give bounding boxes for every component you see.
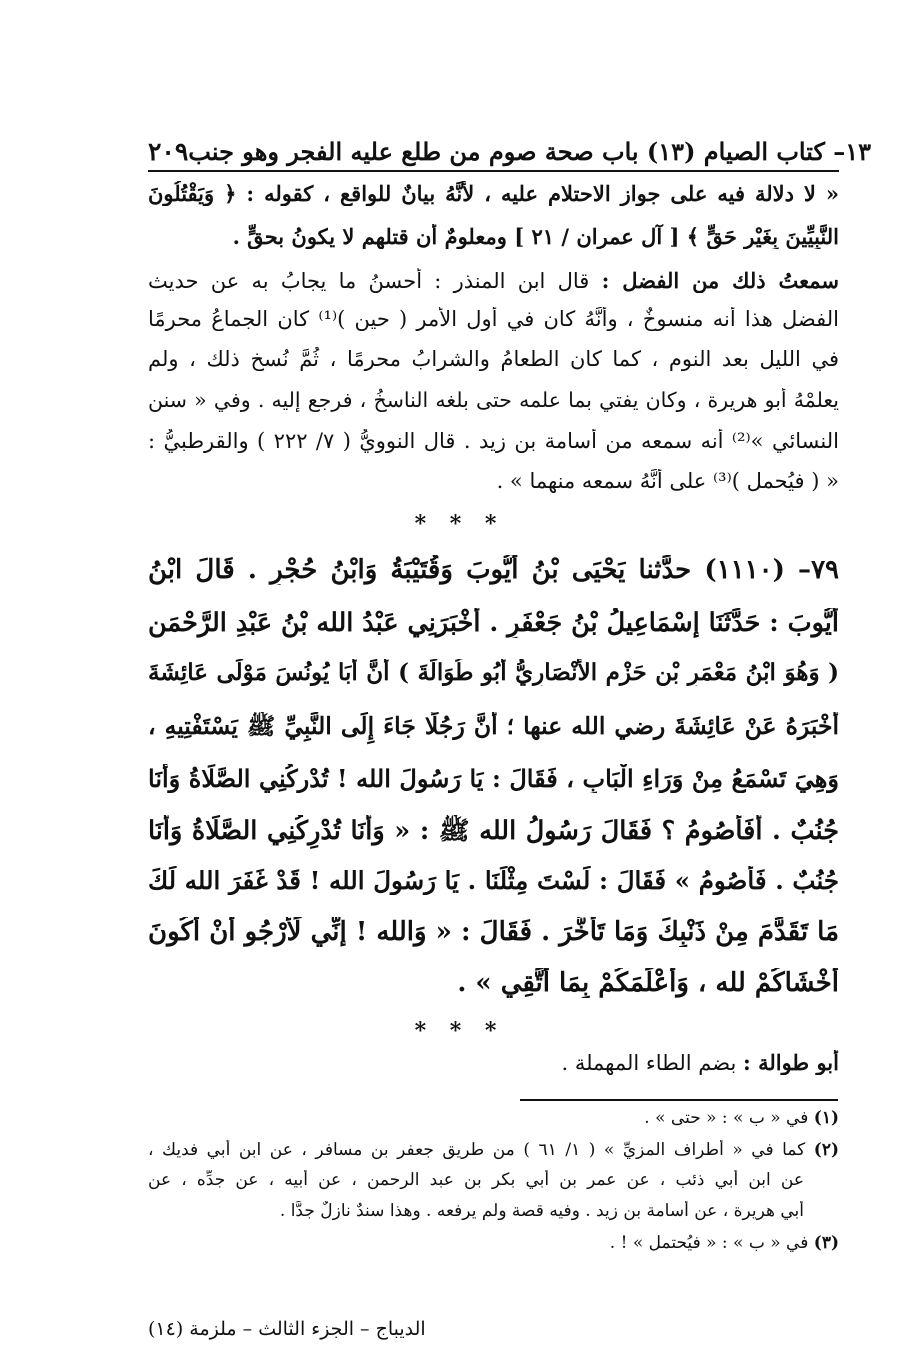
hadith-text: قَالَ ابْنُ [148,555,235,585]
commentary-line: « ( فيُحمل )⁽³⁾ على أنَّهُ سمعه منهما » . [496,469,839,493]
footnote-rule [520,1099,838,1101]
commentary-line: يعلمْهُ أبو هريرة ، وكان يفتي بما علمه حتى بلغه الناسخُ ، فرجع إليه . وفي « سنن [148,388,839,412]
commentary-line: « لا دلالة فيه على جواز الاحتلام عليه ، لأنَّهُ بيانٌ للواقعِ ، كقوله : ﴿ وَيَقْتُلُونَ [148,181,839,206]
footnote-2 [148,1140,839,1160]
gloss-line [148,1050,839,1075]
header-rule [148,170,839,172]
footnote-text: كما في « أطراف المزيِّ » ( ١/ ٦١ ) من طريق جعفر بن مسافر ، عن ابن أبي فديك ، [148,1140,806,1160]
hadith-line: مَا تَقَدَّمَ مِنْ ذَنْبِكَ وَمَا تَأَخَّرَ . فَقَالَ : « وَالله ! إِنِّي لَأَرْجُو أَنْ أَكُونَ [148,917,839,947]
commentary-line: الفضل هذا أنه منسوخٌ ، وأنَّهُ كان في أول الأمر ( حين )⁽¹⁾ كان الجماعُ محرمًا [148,307,839,331]
footnote-number: (١) [813,1108,839,1128]
commentary-line: النسائي »⁽²⁾ أنه سمعه من أسامة بن زيد . قال النوويُّ ( ٧/ ٢٢٢ ) والقرطبيُّ : [148,429,839,453]
hadith-number-lead: ٧٩– (١١١٠) حدَّثنا يَحْيَى بْنُ أَيُّوبَ وَقُتَيْبَةُ وَابْنُ حُجْرٍ . [247,555,839,585]
commentary-text: قال ابن المنذر : أحسنُ ما يجابُ به عن حديث [148,269,590,293]
footnote-3 [148,1233,839,1253]
gloss-term: أبو طوالة : [743,1050,839,1075]
hadith-line: أَيُّوبَ : حَدَّثَنَا إِسْمَاعِيلُ بْنُ جَعْفَرٍ . أَخْبَرَنِي عَبْدُ الله بْنُ عَبْدِ الرَّحْمَنِ [148,608,839,638]
commentary-line [148,268,839,293]
commentary-line: النَّبِيِّينَ بِغَيْرِ حَقٍّ ﴾ [ آل عمران / ٢١ ] ومعلومٌ أن قتلهم لا يكونُ بحقٍّ . [232,224,839,249]
commentary-lead: سمعتُ ذلك من الفضل : [601,268,839,293]
page-header [148,122,872,166]
footnote-text: في « ب » : « فيُحتمل » ! . [609,1233,809,1253]
footnote-1 [148,1108,839,1128]
gloss-text: بضم الطاء المهملة . [561,1051,737,1075]
hadith-line [148,555,839,585]
commentary-line: في الليل بعد النوم ، كما كان الطعامُ والشرابُ محرمًا ، ثُمَّ نُسخ ذلك ، ولم [148,347,839,371]
section-separator: * * * [414,511,505,537]
hadith-line: أَخْشَاكُمْ لله ، وَأَعْلَمَكُمْ بِمَا أَتَّقِي » . [457,968,839,998]
section-separator: * * * [414,1018,505,1044]
footnote-number: (٣) [813,1233,839,1253]
page-number: ٢٠٩ [148,137,189,166]
hadith-line: وَهِيَ تَسْمَعُ مِنْ وَرَاءِ الْبَابِ ، فَقَالَ : يَا رَسُولَ الله ! تُدْرِكُنِي الصَّلَاةُ وَأَنَا [148,764,839,793]
footnote-text: في « ب » : « حتى » . [644,1108,809,1128]
footnote-2-continuation: أبي هريرة ، عن أسامة بن زيد . وفيه قصة ولم يرفعه . وهذا سندٌ نازلٌ جدًّا . [279,1201,804,1221]
footnote-2-continuation: عن ابن أبي ذئب ، عن عمر بن أبي بكر بن عبد الرحمن ، عن أبيه ، عن جدِّه ، عن [148,1170,804,1190]
hadith-line: ( وَهُوَ ابْنُ مَعْمَرِ بْنِ حَزْمٍ الأَنْصَارِيُّ أَبُو طُوَالَةَ ) أَنَّ أَبَا يُونُسَ مَوْلَى عَائِشَةَ [148,659,839,686]
hadith-line: أَخْبَرَهُ عَنْ عَائِشَةَ رضي الله عنها ؛ أَنَّ رَجُلًا جَاءَ إِلَى النَّبِيِّ ﷺ يَسْتَفْتِيهِ ، [148,712,839,740]
footnote-number: (٢) [813,1140,839,1160]
running-title: ١٣– كتاب الصيام (١٣) باب صحة صوم من طلع عليه الفجر وهو جنب [188,137,872,166]
hadith-line: جُنُبٌ . أَفَأَصُومُ ؟ فَقَالَ رَسُولُ الله ﷺ : « وَأَنَا تُدْرِكُنِي الصَّلَاةُ وَأَنَا [148,816,839,846]
hadith-line: جُنُبٌ . فَأَصُومُ » فَقَالَ : لَسْتَ مِثْلَنَا . يَا رَسُولَ الله ! قَدْ غَفَرَ الله لَكَ [148,866,839,895]
printer-signature: الديباج – الجزء الثالث – ملزمة (١٤) [148,1318,426,1340]
